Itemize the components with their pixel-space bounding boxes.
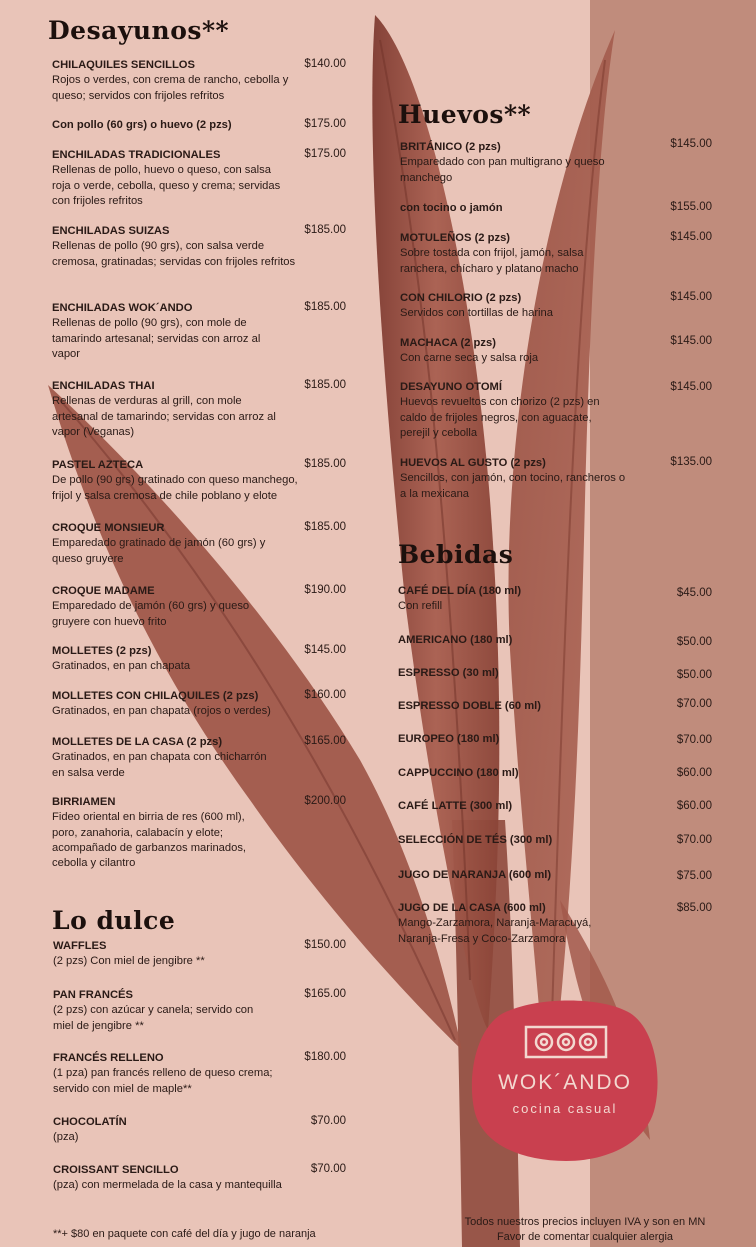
item-name: DESAYUNO OTOMÍ <box>400 381 502 393</box>
item-name: con tocino o jamón <box>400 202 503 214</box>
item-desc: (2 pzs) con azúcar y canela; servido con miel de jengibre ** <box>53 1004 254 1032</box>
item-price: $145.00 <box>670 138 712 150</box>
item-desc: Gratinados, en pan chapata (rojos o verdes) <box>52 705 271 718</box>
menu-item <box>398 633 618 648</box>
item-price: $180.00 <box>304 1051 346 1063</box>
item-desc: Rellenas de pollo (90 grs), con salsa verde cremosa, gratinadas; servidas con frijoles refritos <box>52 240 296 268</box>
item-price: $145.00 <box>670 335 712 347</box>
menu-item <box>398 799 618 814</box>
item-name: AMERICANO (180 ml) <box>398 634 513 646</box>
menu-item <box>52 735 280 781</box>
menu-item <box>400 291 622 322</box>
item-desc: Gratinados, en pan chapata <box>52 660 191 673</box>
menu-item <box>398 868 618 883</box>
item-price: $185.00 <box>304 521 346 533</box>
item-name: Con pollo (60 grs) o huevo (2 pzs) <box>52 119 232 131</box>
item-name: CAPPUCCINO (180 ml) <box>398 767 519 779</box>
menu-item <box>52 584 264 630</box>
item-name: ESPRESSO DOBLE (60 ml) <box>398 700 541 712</box>
item-desc: Sencillos, con jamón, con tocino, rancheros o a la mexicana <box>400 472 626 500</box>
menu-item <box>398 584 618 615</box>
item-desc: Sobre tostada con frijol, jamón, salsa ranchera, chícharo y platano macho <box>400 247 584 275</box>
item-name: ESPRESSO (30 ml) <box>398 667 499 679</box>
item-price: $145.00 <box>670 381 712 393</box>
item-price: $185.00 <box>304 301 346 313</box>
item-price: $70.00 <box>676 698 712 710</box>
item-name: MOLLETES CON CHILAQUILES (2 pzs) <box>52 690 259 702</box>
item-price: $70.00 <box>310 1163 346 1175</box>
item-price: $185.00 <box>304 224 346 236</box>
item-desc: Servidos con tortillas de harina <box>400 307 553 320</box>
item-name: ENCHILADAS WOK´ANDO <box>52 302 193 314</box>
item-price: $85.00 <box>676 902 712 914</box>
menu-item <box>400 231 622 277</box>
menu-item <box>52 521 280 567</box>
item-price: $150.00 <box>304 939 346 951</box>
menu-item <box>52 795 272 871</box>
item-name: ENCHILADAS SUIZAS <box>52 225 170 237</box>
item-name: JUGO DE NARANJA (600 ml) <box>398 869 552 881</box>
item-name: MOLLETES (2 pzs) <box>52 645 152 657</box>
section-title-bebidas: Bebidas <box>398 540 514 569</box>
item-desc: Emparedado de jamón (60 grs) y queso gruyere con huevo frito <box>52 600 250 628</box>
item-price: $70.00 <box>676 734 712 746</box>
item-price: $50.00 <box>676 669 712 681</box>
section-title-huevos: Huevos** <box>398 100 532 129</box>
item-desc: Mango-Zarzamora, Naranja-Maracuyá, Naranja-Fresa y Coco-Zarzamora <box>398 917 592 945</box>
item-name: BRITÁNICO (2 pzs) <box>400 141 501 153</box>
item-name: JUGO DE LA CASA (600 ml) <box>398 902 546 914</box>
item-desc: (pza) <box>53 1131 79 1144</box>
item-price: $70.00 <box>310 1115 346 1127</box>
item-name: CHILAQUILES SENCILLOS <box>52 59 195 71</box>
menu-item <box>400 380 622 441</box>
item-desc: Rellenas de verduras al grill, con mole artesanal de tamarindo; servidas con arroz al vapor (Veganas) <box>52 395 276 438</box>
item-price: $175.00 <box>304 148 346 160</box>
item-name: WAFFLES <box>53 940 107 952</box>
item-price: $200.00 <box>304 795 346 807</box>
item-price: $50.00 <box>676 636 712 648</box>
section-title-lo-dulce: Lo dulce <box>52 906 176 935</box>
item-name: MOLLETES DE LA CASA (2 pzs) <box>52 736 223 748</box>
item-desc: Fideo oriental en birria de res (600 ml), poro, zanahoria, calabacín y elote; acompañado de garbanzos marinados, cebolla y cilantro <box>52 811 247 870</box>
item-price: $60.00 <box>676 767 712 779</box>
item-name: PASTEL AZTECA <box>52 459 144 471</box>
item-name: SELECCIÓN DE TÉS (300 ml) <box>398 834 553 846</box>
item-price: $145.00 <box>670 231 712 243</box>
item-price: $135.00 <box>670 456 712 468</box>
footnote: **+ $80 en paquete con café del día y jugo de naranja <box>53 1228 316 1240</box>
item-desc: Con refill <box>398 600 443 613</box>
menu-item <box>52 379 284 440</box>
menu-item <box>398 766 618 781</box>
item-price: $175.00 <box>304 118 346 130</box>
item-desc: Emparedado gratinado de jamón (60 grs) y queso gruyere <box>52 537 266 565</box>
item-price: $190.00 <box>304 584 346 596</box>
item-price: $155.00 <box>670 201 712 213</box>
item-price: $165.00 <box>304 735 346 747</box>
item-price: $75.00 <box>676 870 712 882</box>
item-name: HUEVOS AL GUSTO (2 pzs) <box>400 457 546 469</box>
footer-line-1: Todos nuestros precios incluyen IVA y son en MN <box>464 1216 706 1228</box>
item-name: BIRRIAMEN <box>52 796 116 808</box>
item-price: $145.00 <box>670 291 712 303</box>
logo-name: WOK´ANDO <box>498 1071 632 1094</box>
item-name: MACHACA (2 pzs) <box>400 337 496 349</box>
item-desc: Con carne seca y salsa roja <box>400 352 539 365</box>
menu-item <box>400 140 610 186</box>
item-desc: (1 pza) pan francés relleno de queso crema; servido con miel de maple** <box>53 1067 273 1095</box>
item-desc: Gratinados, en pan chapata con chicharrón en salsa verde <box>52 751 267 779</box>
item-price: $70.00 <box>676 834 712 846</box>
item-name: CAFÉ LATTE (300 ml) <box>398 800 513 812</box>
item-name: CROISSANT SENCILLO <box>53 1164 179 1176</box>
menu-item <box>398 666 618 681</box>
item-desc: Rojos o verdes, con crema de rancho, cebolla y queso; servidos con frijoles refritos <box>52 74 289 102</box>
item-price: $140.00 <box>304 58 346 70</box>
menu-item <box>398 901 620 947</box>
menu-item <box>400 456 632 502</box>
menu-item <box>398 732 618 747</box>
menu-item <box>398 833 618 848</box>
item-name: CON CHILORIO (2 pzs) <box>400 292 522 304</box>
menu-item <box>400 201 610 216</box>
menu-item <box>52 148 290 209</box>
item-name: PAN FRANCÉS <box>53 989 133 1001</box>
menu-item <box>400 336 622 367</box>
section-title-desayunos: Desayunos** <box>48 16 230 45</box>
item-price: $165.00 <box>304 988 346 1000</box>
item-desc: Rellenas de pollo (90 grs), con mole de tamarindo artesanal; servidas con arroz al vapor <box>52 317 261 360</box>
item-name: CAFÉ DEL DÍA (180 ml) <box>398 585 522 597</box>
item-price: $160.00 <box>304 689 346 701</box>
item-name: CROQUE MADAME <box>52 585 155 597</box>
footer-line-2: Favor de comentar cualquier alergia <box>496 1231 674 1243</box>
menu-item <box>398 699 618 714</box>
item-desc: Emparedado con pan multigrano y queso manchego <box>400 156 605 184</box>
item-desc: Huevos revueltos con chorizo (2 pzs) en caldo de frijoles negros, con aguacate, perejil y cebolla <box>400 396 600 439</box>
item-name: MOTULEÑOS (2 pzs) <box>400 232 511 244</box>
item-desc: (2 pzs) Con miel de jengibre ** <box>53 955 205 968</box>
item-name: EUROPEO (180 ml) <box>398 733 500 745</box>
item-price: $145.00 <box>304 644 346 656</box>
item-name: FRANCÉS RELLENO <box>53 1052 164 1064</box>
item-price: $60.00 <box>676 800 712 812</box>
item-desc: De pollo (90 grs) gratinado con queso manchego, frijol y salsa cremosa de chile poblano y elote <box>52 474 298 502</box>
item-desc: Rellenas de pollo, huevo o queso, con salsa roja o verde, cebolla, queso y crema; servidas con frijoles refritos <box>52 164 281 207</box>
item-name: ENCHILADAS THAI <box>52 380 155 392</box>
item-price: $185.00 <box>304 379 346 391</box>
item-price: $185.00 <box>304 458 346 470</box>
item-desc: (pza) con mermelada de la casa y mantequilla <box>53 1179 282 1192</box>
item-name: CHOCOLATÍN <box>53 1116 127 1128</box>
logo-tagline: cocina casual <box>512 1101 618 1116</box>
item-name: CROQUE MONSIEUR <box>52 522 165 534</box>
menu-item <box>52 301 272 362</box>
item-price: $45.00 <box>676 587 712 599</box>
menu-item <box>53 988 268 1034</box>
item-name: ENCHILADAS TRADICIONALES <box>52 149 221 161</box>
